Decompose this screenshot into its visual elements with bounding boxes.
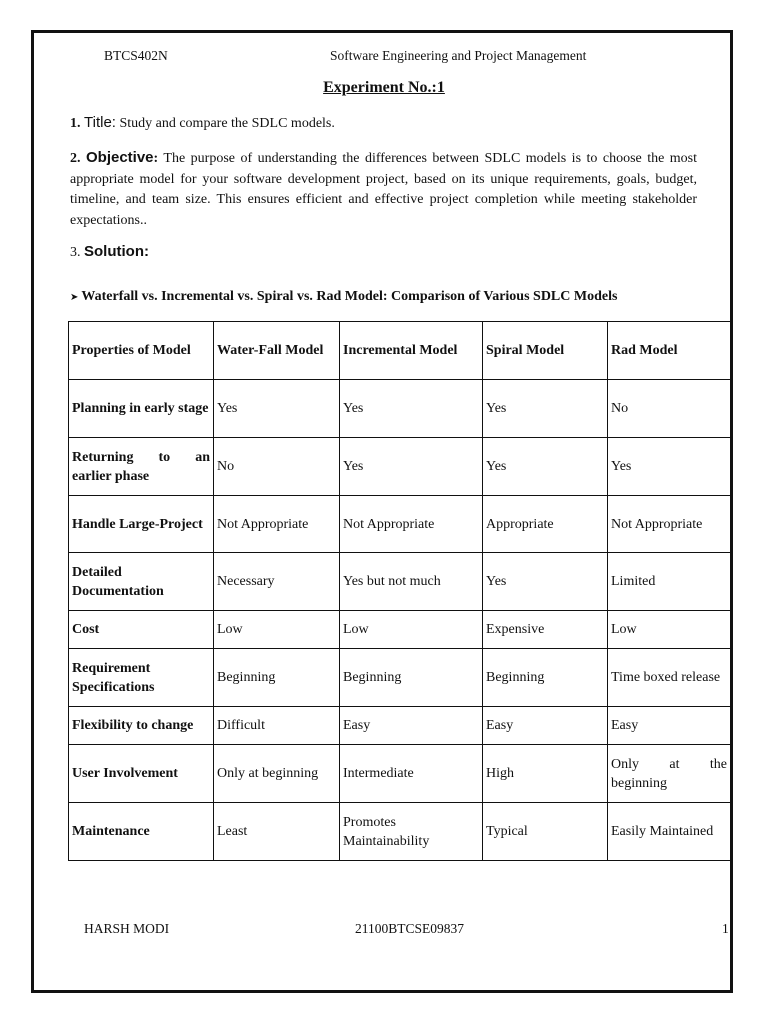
objective-colon: : bbox=[153, 151, 159, 166]
title-section bbox=[70, 114, 335, 132]
comparison-heading bbox=[70, 289, 617, 305]
solution-section bbox=[70, 243, 149, 261]
table-cell: Not Appropriate bbox=[214, 496, 340, 553]
table-cell: Limited bbox=[608, 553, 731, 611]
table-cell: Typical bbox=[483, 803, 608, 861]
table-cell: Intermediate bbox=[340, 745, 483, 803]
property-cell: Detailed Documentation bbox=[69, 553, 214, 611]
objective-section bbox=[70, 148, 697, 231]
objective-number: 2. bbox=[70, 151, 81, 166]
table-cell: Not Appropriate bbox=[340, 496, 483, 553]
table-cell: Beginning bbox=[214, 649, 340, 707]
table-cell: Beginning bbox=[483, 649, 608, 707]
table-cell: Appropriate bbox=[483, 496, 608, 553]
course-code: BTCS402N bbox=[104, 48, 168, 63]
property-cell: Handle Large-Project bbox=[69, 496, 214, 553]
table-cell: Not Appropriate bbox=[608, 496, 731, 553]
table-cell: Yes bbox=[214, 380, 340, 438]
course-name: Software Engineering and Project Management bbox=[330, 48, 587, 63]
table-cell: Yes but not much bbox=[340, 553, 483, 611]
footer-enrollment: 21100BTCSE09837 bbox=[355, 921, 465, 936]
property-cell: Flexibility to change bbox=[69, 707, 214, 745]
table-row bbox=[69, 438, 731, 496]
solution-label: Solution: bbox=[84, 243, 149, 260]
property-cell: Cost bbox=[69, 611, 214, 649]
table-cell: Yes bbox=[483, 553, 608, 611]
table-cell: Easy bbox=[483, 707, 608, 745]
table-cell: No bbox=[608, 380, 731, 438]
table-row bbox=[69, 611, 731, 649]
table-cell: Yes bbox=[340, 438, 483, 496]
table-cell: Yes bbox=[483, 438, 608, 496]
header-cell: Incremental Model bbox=[340, 322, 483, 380]
table-cell: No bbox=[214, 438, 340, 496]
header-cell: Properties of Model bbox=[69, 322, 214, 380]
table-cell: Promotes Maintainability bbox=[340, 803, 483, 861]
property-cell: User Involvement bbox=[69, 745, 214, 803]
table-cell: Low bbox=[608, 611, 731, 649]
table-cell: Only at beginning bbox=[214, 745, 340, 803]
table-cell: Yes bbox=[483, 380, 608, 438]
solution-number: 3. bbox=[70, 245, 81, 260]
header-cell: Water-Fall Model bbox=[214, 322, 340, 380]
experiment-title: Experiment No.:1 bbox=[323, 79, 445, 96]
footer-name: HARSH MODI bbox=[84, 921, 170, 936]
property-cell: Returning to an earlier phase bbox=[69, 438, 214, 496]
table-cell: Expensive bbox=[483, 611, 608, 649]
table-header-row bbox=[69, 322, 731, 380]
table-cell: Necessary bbox=[214, 553, 340, 611]
table-cell: High bbox=[483, 745, 608, 803]
table-cell: Time boxed release bbox=[608, 649, 731, 707]
table-row bbox=[69, 745, 731, 803]
table-row bbox=[69, 553, 731, 611]
property-cell: Maintenance bbox=[69, 803, 214, 861]
property-cell: Planning in early stage bbox=[69, 380, 214, 438]
objective-text: The purpose of understanding the differences between SDLC models is to choose the most appropriate model for your software development project, based on its unique requirements, goals, budget, timeline, and team size. This ensures efficient and effective project completion while meeting stakeholder expectations.. bbox=[70, 151, 698, 228]
sdlc-comparison-table bbox=[68, 321, 731, 861]
table-row bbox=[69, 803, 731, 861]
comparison-heading-text: Waterfall vs. Incremental vs. Spiral vs. Rad Model: Comparison of Various SDLC Models bbox=[81, 289, 618, 304]
table-cell: Least bbox=[214, 803, 340, 861]
table-row bbox=[69, 649, 731, 707]
table-cell: Low bbox=[340, 611, 483, 649]
header-cell: Rad Model bbox=[608, 322, 731, 380]
table-cell: Easy bbox=[340, 707, 483, 745]
table-cell: Easy bbox=[608, 707, 731, 745]
table-cell: Yes bbox=[608, 438, 731, 496]
title-number: 1. bbox=[70, 116, 81, 131]
header-cell: Spiral Model bbox=[483, 322, 608, 380]
page-number: 1 bbox=[722, 921, 729, 936]
arrow-bullet-icon: ➤ bbox=[70, 292, 79, 303]
table-cell: Easily Maintained bbox=[608, 803, 731, 861]
title-label: Title: bbox=[84, 114, 116, 131]
objective-label: Objective bbox=[85, 149, 154, 166]
table-cell: Low bbox=[214, 611, 340, 649]
property-cell: Requirement Specifications bbox=[69, 649, 214, 707]
table-cell: Difficult bbox=[214, 707, 340, 745]
table-cell: Only at the beginning bbox=[608, 745, 731, 803]
title-text: Study and compare the SDLC models. bbox=[119, 116, 335, 131]
table-row bbox=[69, 380, 731, 438]
table-cell: Yes bbox=[340, 380, 483, 438]
table-row bbox=[69, 707, 731, 745]
table-cell: Beginning bbox=[340, 649, 483, 707]
table-row bbox=[69, 496, 731, 553]
